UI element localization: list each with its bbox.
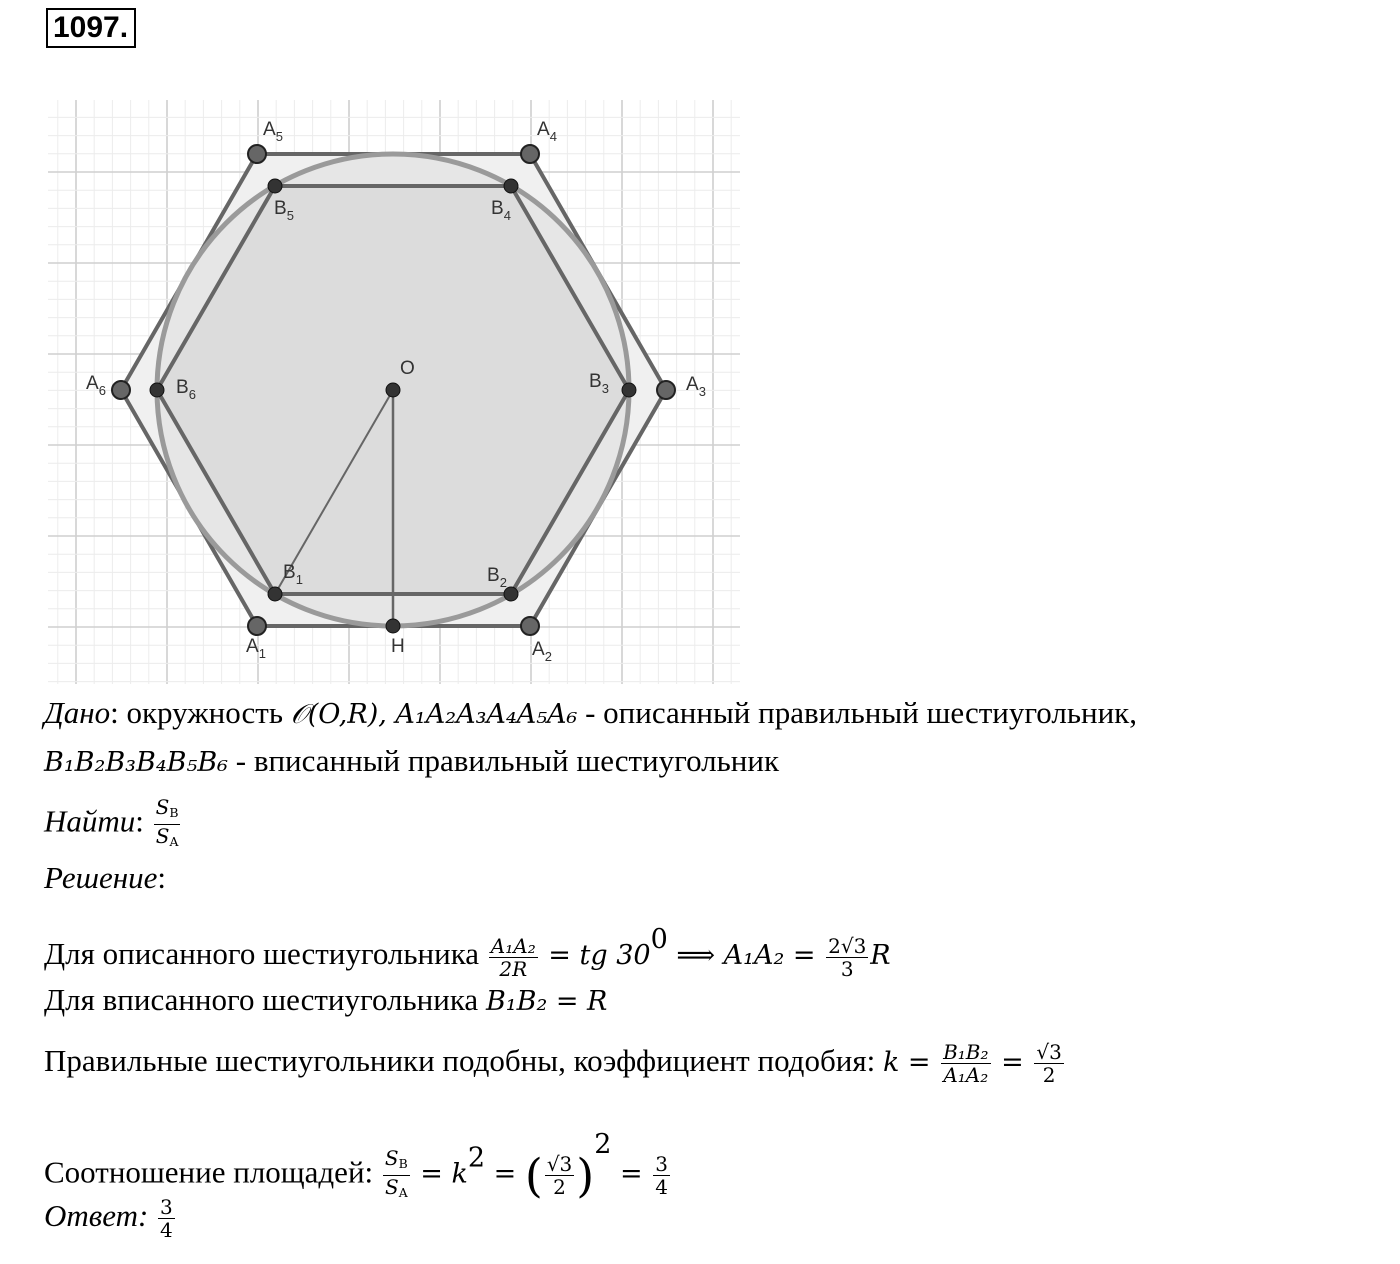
step4-result-fraction: $\frac{3}{4}$ bbox=[655, 1152, 668, 1200]
point-A2 bbox=[521, 617, 539, 635]
geometry-figure bbox=[0, 0, 760, 700]
label-A4: $A_4$ bbox=[537, 119, 557, 144]
step2-line bbox=[44, 980, 607, 1022]
answer-label: Ответ: bbox=[44, 1198, 149, 1233]
given-label: Дано bbox=[44, 695, 111, 730]
step1-text: Для описанного шестиугольника bbox=[44, 936, 487, 972]
step3-text: Правильные шестиугольники подобны, коэффициент подобия: bbox=[44, 1043, 883, 1078]
step3-result-fraction: $\frac{√3}{2}$ bbox=[1036, 1040, 1062, 1088]
point-B6 bbox=[150, 383, 164, 397]
given-text-1: окружность bbox=[118, 695, 291, 730]
label-H: H bbox=[391, 636, 405, 657]
find-line: Найти: $\frac{S_B}{S_A}$ bbox=[44, 796, 182, 853]
label-B6: $B_6$ bbox=[176, 377, 196, 402]
step2-text: Для вписанного шестиугольника bbox=[44, 982, 486, 1017]
point-H bbox=[386, 619, 400, 633]
point-A6 bbox=[112, 381, 130, 399]
step4-text: Соотношение площадей: bbox=[44, 1154, 381, 1190]
point-A4 bbox=[521, 145, 539, 163]
step3-fraction: $\frac{\text{B₁B₂}}{\text{A₁A₂}}$ bbox=[943, 1040, 989, 1088]
given-line-1: Дано: окружность 𝒪(O,R), A₁A₂A₃A₄A₅A₆ - описанный правильный шестиугольник, bbox=[44, 695, 1137, 730]
point-A1 bbox=[248, 617, 266, 635]
given-hexA: A₁A₂A₃A₄A₅A₆ bbox=[395, 699, 578, 730]
given-text-3: - вписанный правильный шестиугольник bbox=[228, 743, 780, 778]
point-B4 bbox=[504, 179, 518, 193]
point-B3 bbox=[622, 383, 636, 397]
label-A2: $A_2$ bbox=[532, 639, 552, 664]
label-B5: $B_5$ bbox=[274, 198, 294, 223]
label-A1: $A_1$ bbox=[246, 636, 266, 661]
step4-inner-fraction: $\frac{√3}{2}$ bbox=[546, 1152, 573, 1200]
find-fraction: $\frac{S_B}{S_A}$ bbox=[155, 795, 179, 850]
label-A5: $A_5$ bbox=[263, 119, 283, 144]
step1-fraction: $\frac{\text{A₁A₂}}{2R}$ bbox=[490, 933, 536, 981]
answer-line bbox=[44, 1196, 177, 1241]
label-B1: $B_1$ bbox=[283, 562, 303, 587]
point-B1 bbox=[268, 587, 282, 601]
given-line-2 bbox=[44, 741, 779, 783]
step1-result-fraction: $\frac{2√3}{3}$ bbox=[828, 933, 867, 981]
answer-fraction: $\frac{3}{4}$ bbox=[160, 1195, 173, 1243]
step4-fraction: $\frac{S_B}{S_A}$ bbox=[384, 1145, 408, 1201]
find-label: Найти bbox=[44, 803, 136, 839]
point-O bbox=[386, 383, 400, 397]
label-B3: $B_3$ bbox=[589, 371, 609, 396]
solution-label: Решение bbox=[44, 860, 158, 895]
label-B2: $B_2$ bbox=[487, 565, 507, 590]
label-B4: $B_4$ bbox=[491, 198, 511, 223]
given-circle: 𝒪(O,R), bbox=[290, 699, 396, 730]
step4-line: Соотношение площадей: $\frac{S_B}{S_A}$ = $k^2$ = ( $\frac{√3}{2}$ )$^2$ = $\frac{3}{4}$ bbox=[44, 1129, 668, 1203]
point-A5 bbox=[248, 145, 266, 163]
solution-line: Решение: bbox=[44, 860, 166, 895]
given-hexB: B₁B₂B₃B₄B₅B₆ bbox=[44, 747, 228, 778]
label-O: O bbox=[400, 358, 415, 379]
step2-expr: B₁B₂ = R bbox=[485, 986, 608, 1017]
step1-line: Для описанного шестиугольника $\frac{\text{A₁A₂}}{2R}$ = tg $30^0$ ⟹ A₁A₂ = $\frac{2√3}{3}$ R bbox=[44, 924, 891, 981]
point-B5 bbox=[268, 179, 282, 193]
step3-line: Правильные шестиугольники подобны, коэффициент подобия: k = $\frac{\text{B₁B₂}}{\text{A₁A₂}}$ = $\frac{√3}{2}$ bbox=[44, 1040, 1062, 1088]
given-text-2: - описанный правильный шестиугольник, bbox=[577, 695, 1137, 730]
problem-number: 1097. bbox=[46, 8, 136, 48]
label-A3: $A_3$ bbox=[686, 374, 706, 399]
point-A3 bbox=[657, 381, 675, 399]
label-A6: $A_6$ bbox=[86, 373, 106, 398]
